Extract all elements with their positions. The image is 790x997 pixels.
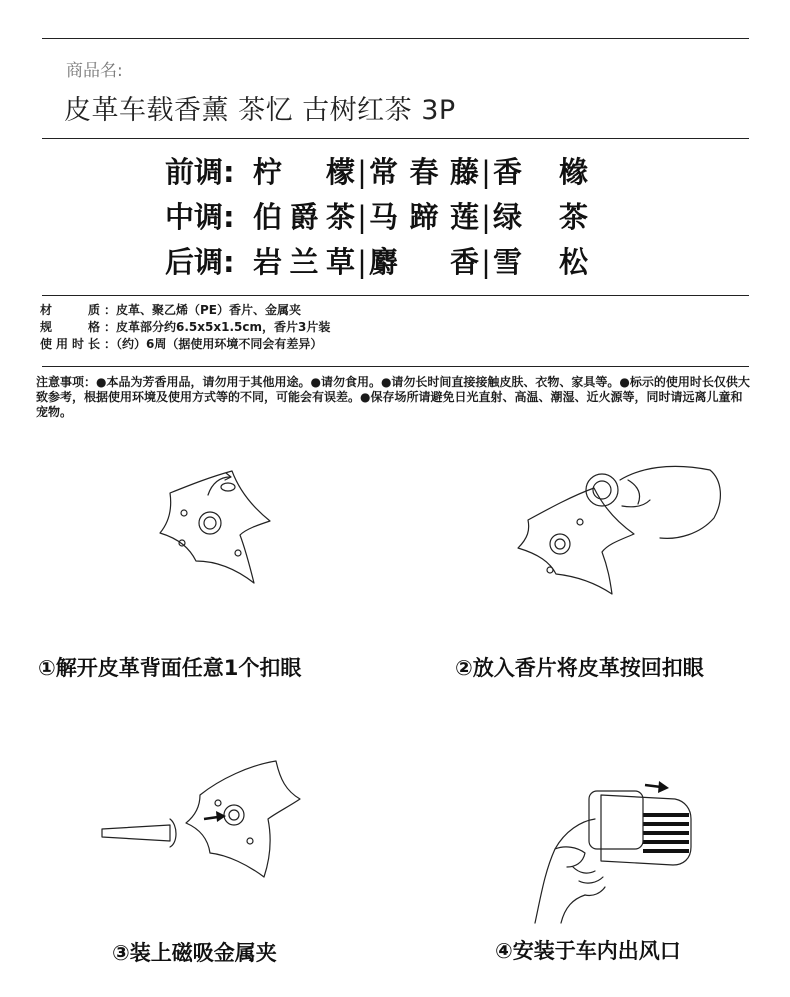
spec-key: 规格 [40,320,100,334]
product-name: 皮革车载香薰 茶忆 古树红茶 3P [64,95,456,126]
step2-caption: ②放入香片将皮革按回扣眼 [455,656,704,680]
air-vent-install-icon [525,775,705,925]
notes-row-base [165,240,588,285]
notes-head: 中调: [165,200,235,234]
note-separator: | [481,200,491,234]
spec-colon: ： [104,337,117,351]
spec-list [40,302,330,353]
spec-key: 材质 [40,303,100,317]
spec-row [40,319,330,336]
step1-caption: ①解开皮革背面任意1个扣眼 [38,656,302,680]
spec-key: 使用时长 [40,337,100,351]
spec-value: 皮革部分约6.5x5x1.5cm，香片3片装 [116,320,331,334]
note-item: 马蹄莲 [369,200,479,234]
note-item: 伯爵茶 [253,200,355,234]
step2-illustration [510,460,730,604]
note-separator: | [357,245,367,279]
step3-caption: ③装上磁吸金属夹 [112,941,277,965]
top-rule [42,38,749,39]
caution-text: 注意事项：●本品为芳香用品，请勿用于其他用途。●请勿食用。●请勿长时间直接接触皮肤、衣物、家具等。●标示的使用时长仅供大致参考，根据使用环境及使用方式等的不同，可能会有误差。●保存场所请避免日光直射、高温、潮湿、近火源等，同时请远离儿童和宠物。 [36,375,750,419]
note-separator: | [357,155,367,189]
vent-slats [643,813,689,853]
spec-value: （约）6周（据使用环境不同会有差异） [116,337,323,351]
spec-value: 皮革、聚乙烯（PE）香片、金属夹 [116,303,302,317]
spec-row [40,336,330,353]
notes-head: 前调: [165,155,235,189]
magnetic-clip-icon [100,755,310,885]
note-separator: | [481,155,491,189]
note-item: 麝香 [369,245,479,279]
note-separator: | [481,245,491,279]
rule-2 [42,138,749,139]
step1-illustration [150,465,290,599]
notes-head: 后调: [165,245,235,279]
note-item: 雪松 [493,245,588,279]
spec-colon: ： [104,303,117,317]
note-item: 香橼 [493,155,588,189]
note-item: 绿茶 [493,200,588,234]
step4-caption: ④安装于车内出风口 [495,939,681,963]
note-item: 柠檬 [253,155,355,189]
note-separator: | [357,200,367,234]
spec-colon: ： [104,320,117,334]
insert-scent-sheet-icon [510,460,730,600]
rule-4 [42,366,749,367]
leather-case-open-icon [150,465,290,595]
notes-row-top [165,150,588,195]
rule-3 [42,295,749,296]
spec-row [40,302,330,319]
note-item: 岩兰草 [253,245,355,279]
product-name-label: 商品名: [66,61,123,81]
notes-row-middle [165,195,588,240]
step3-illustration [100,755,310,889]
fragrance-notes [165,150,588,285]
step4-illustration [525,775,705,929]
note-item: 常春藤 [369,155,479,189]
